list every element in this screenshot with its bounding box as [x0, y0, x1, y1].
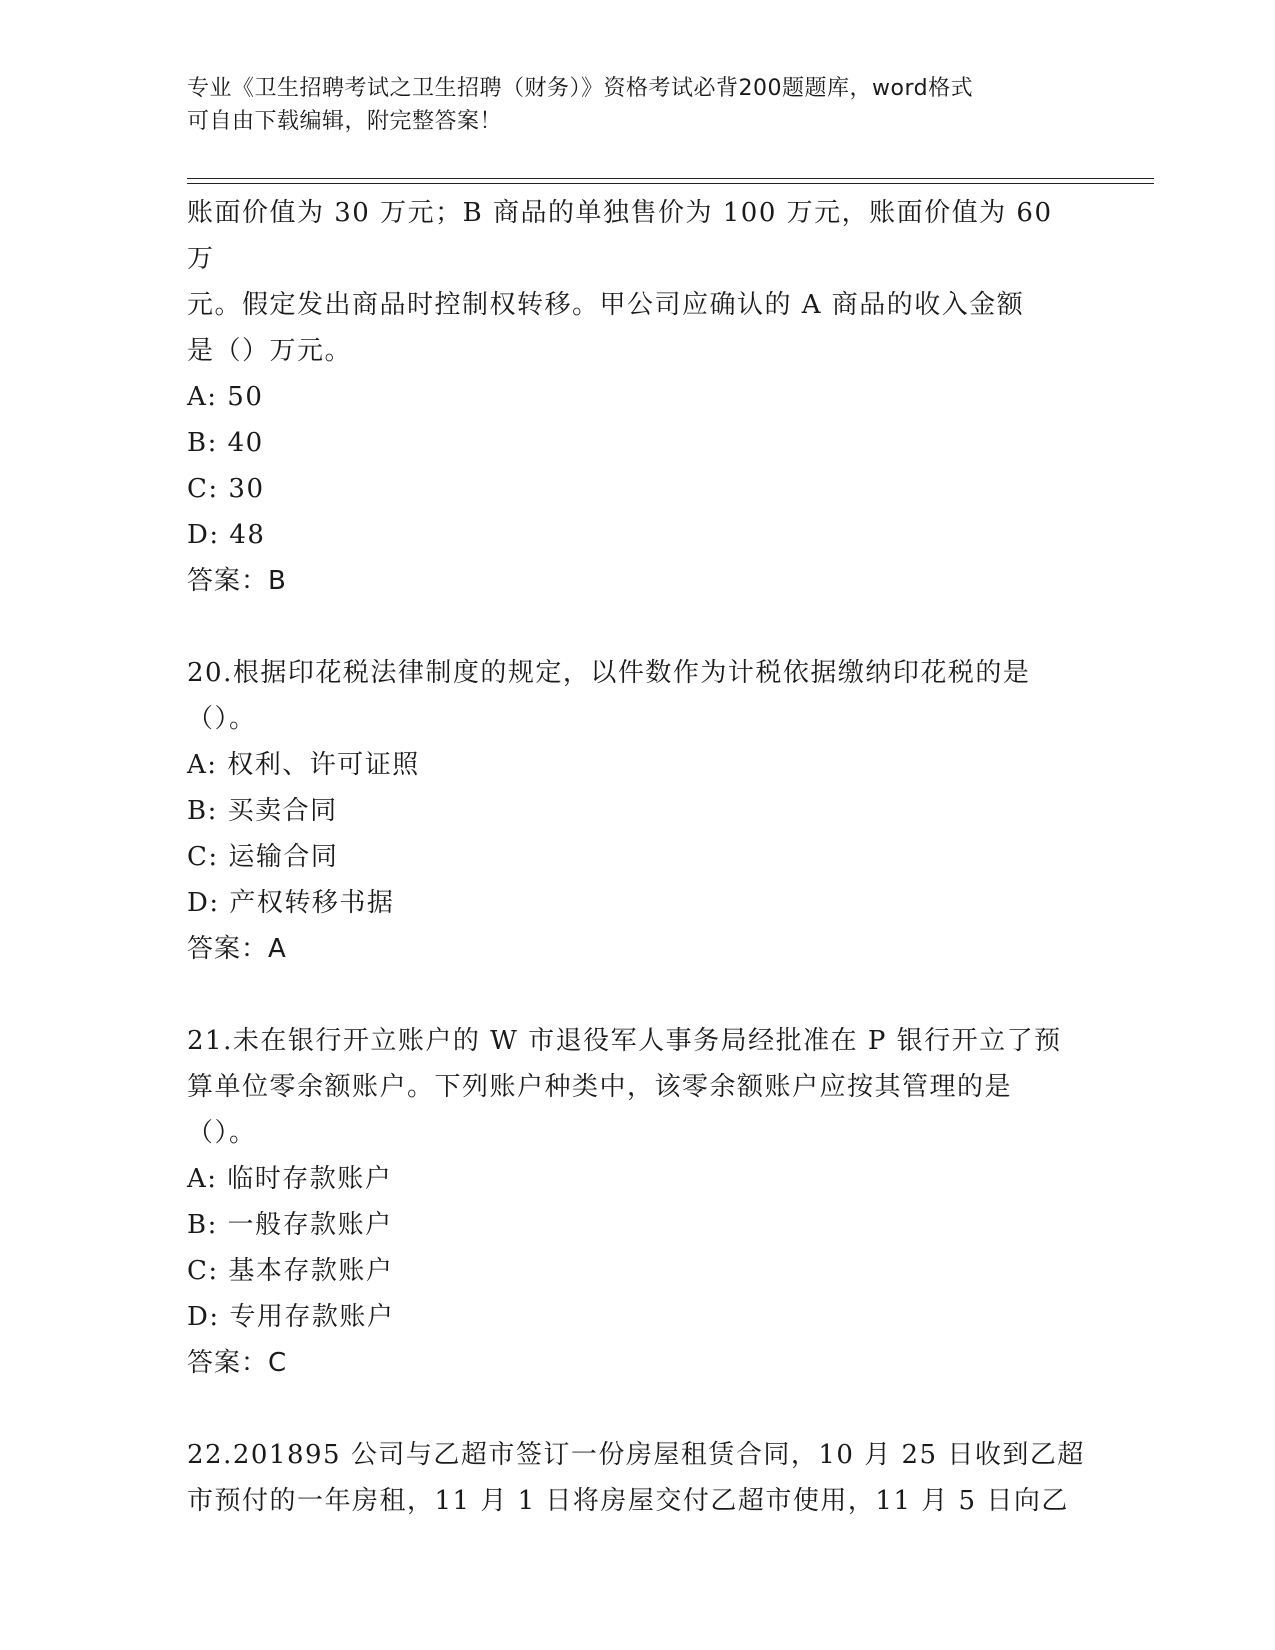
document-header [187, 72, 1087, 138]
option-c: C: 30 [187, 474, 265, 504]
question-20 [187, 650, 1087, 972]
document-body [187, 190, 1087, 1524]
answer: 答案：C [187, 1348, 288, 1378]
question-text-line: 元。假定发出商品时控制权转移。甲公司应确认的 A 商品的收入金额 [187, 290, 1025, 320]
header-line-2: 可自由下载编辑，附完整答案！ [187, 109, 503, 134]
option-b: B: 买卖合同 [187, 796, 338, 826]
header-divider-bottom [187, 183, 1154, 184]
question-19 [187, 190, 1087, 604]
question-text-line: （）。 [187, 704, 257, 734]
question-text-line: 账面价值为 30 万元；B 商品的单独售价为 100 万元，账面价值为 60 万 [187, 198, 1053, 274]
spacer [187, 1386, 1087, 1432]
option-d: D: 48 [187, 520, 266, 550]
option-a: A: 临时存款账户 [187, 1164, 393, 1194]
option-c: C: 基本存款账户 [187, 1256, 394, 1286]
question-text-line: 是（）万元。 [187, 336, 353, 366]
answer: 答案：B [187, 566, 287, 596]
option-d: D: 产权转移书据 [187, 888, 395, 918]
header-divider-top [187, 178, 1154, 179]
answer: 答案：A [187, 934, 287, 964]
question-text-line: 市预付的一年房租，11 月 1 日将房屋交付乙超市使用，11 月 5 日向乙 [187, 1486, 1069, 1516]
question-text-line: 22.201895 公司与乙超市签订一份房屋租赁合同，10 月 25 日收到乙超 [187, 1440, 1085, 1470]
option-d: D: 专用存款账户 [187, 1302, 395, 1332]
question-text-line: 20.根据印花税法律制度的规定，以件数作为计税依据缴纳印花税的是 [187, 658, 1031, 688]
header-line-1: 专业《卫生招聘考试之卫生招聘（财务）》资格考试必背200题题库，word格式 [187, 76, 974, 101]
question-text-line: （）。 [187, 1118, 257, 1148]
option-a: A: 权利、许可证照 [187, 750, 420, 780]
option-b: B: 40 [187, 428, 264, 458]
spacer [187, 972, 1087, 1018]
question-22 [187, 1432, 1087, 1524]
option-c: C: 运输合同 [187, 842, 339, 872]
question-21 [187, 1018, 1087, 1386]
question-text-line: 21.未在银行开立账户的 W 市退役军人事务局经批准在 P 银行开立了预 [187, 1026, 1062, 1056]
spacer [187, 604, 1087, 650]
option-b: B: 一般存款账户 [187, 1210, 393, 1240]
question-text-line: 算单位零余额账户。下列账户种类中，该零余额账户应按其管理的是 [187, 1072, 1013, 1102]
option-a: A: 50 [187, 382, 264, 412]
